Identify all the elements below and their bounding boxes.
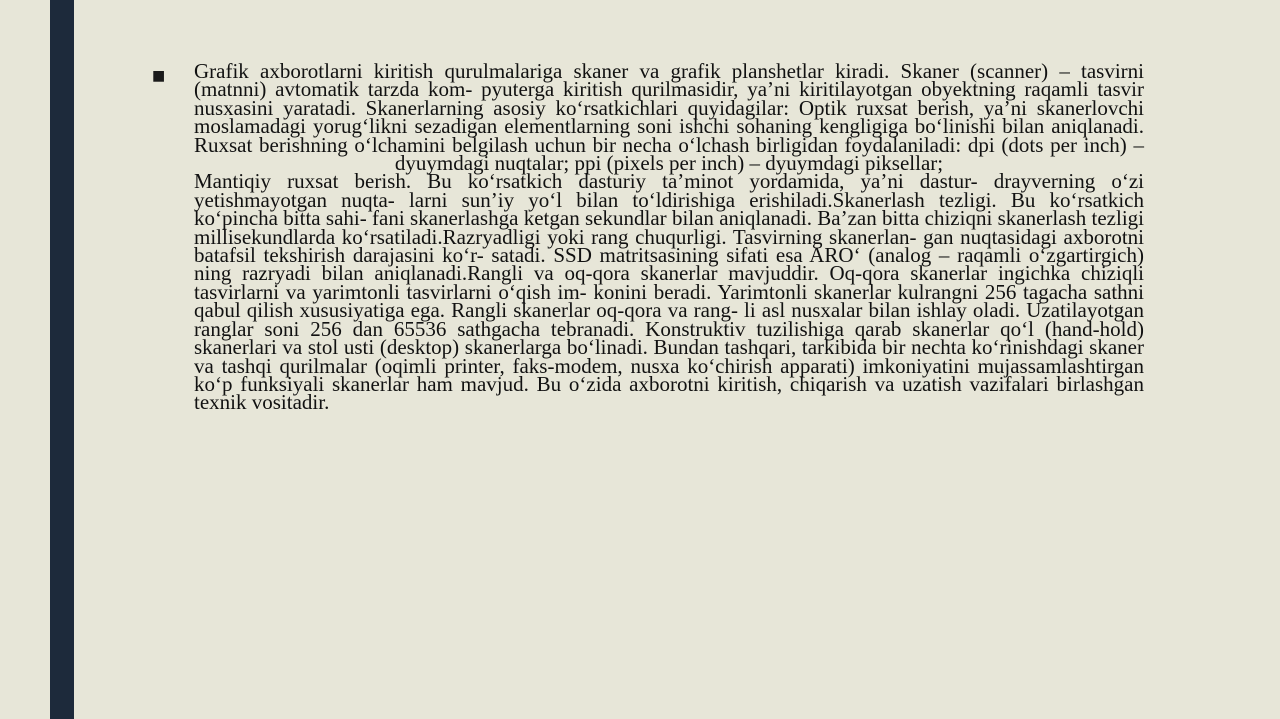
body-text bbox=[194, 59, 1144, 415]
side-accent-bar bbox=[50, 0, 74, 719]
paragraph-scanner-intro: Grafik axborotlarni kiritish qurulmalariga skaner va grafik planshetlar kiradi. Skaner (scanner) – tasvirni (matnni) avtomatik tarzda kom- pyuterga kiritish qurilmasidir, ya’ni kiritilayotgan obyektning raqamli tasvir nusxasini yaratadi. Skanerlarning asosiy ko‘rsatkichlari quyidagilar: Optik ruxsat berish, ya’ni skanerlovchi moslamadagi yorug‘likni sezadigan elementlarning soni ishchi sohaning kengligiga bo‘linishi bilan aniqlanadi. Ruxsat berishning o‘lchamini belgilash uchun bir necha o‘lchash birligidan foydalaniladi: dpi (dots per inch) – dyuymdagi nuqtalar; ppi (pixels per inch) – dyuymdagi piksellar; bbox=[194, 59, 1144, 176]
paragraph-scanner-details: Mantiqiy ruxsat berish. Bu ko‘rsatkich dasturiy ta’minot yordamida, ya’ni dastur- drayverning o‘zi yetishmayotgan nuqta- larni sun’iy yo‘l bilan to‘ldirishiga erishiladi.Skanerlash tezligi. Bu ko‘rsatkich ko‘pincha bitta sahi- fani skanerlashga ketgan sekundlar bilan aniqlanadi. Ba’zan bitta chiziqni skanerlash tezligi millisekundlarda ko‘rsatiladi.Razryadligi yoki rang chuqurligi. Tasvirning skanerlan- gan nuqtasidagi axborotni batafsil tekshirish darajasini ko‘r- satadi. SSD matritsasining sifati esa ARO‘ (analog – raqamli o‘zgartirgich) ning razryadi bilan aniqlanadi.Rangli va oq-qora skanerlar mavjuddir. Oq-qora skanerlar ingichka chiziqli tasvirlarni va yarimtonli tasvirlarni o‘qish im- konini beradi. Yarimtonli skanerlar kulrangni 256 tagacha sathni qabul qilish xususiyatiga ega. Rangli skanerlar oq-qora va rang- li asl nusxalar bilan ishlay oladi. Uzatilayotgan ranglar soni 256 dan 65536 sathgacha tebranadi. Konstruktiv tuzilishiga qarab skanerlar qo‘l (hand-hold) skanerlari va stol usti (desktop) skanerlarga bo‘linadi. Bundan tashqari, tarkibida bir nechta ko‘rinishdagi skaner va tashqi qurilmalar (oqimli printer, faks-modem, nusxa ko‘chirish apparati) imkoniyatini mujassamlashtirgan ko‘p funksiyali skanerlar ham mavjud. Bu o‘zida axborotni kiritish, chiqarish va uzatish vazifalari birlashgan texnik vositadir. bbox=[194, 169, 1144, 415]
square-bullet-icon: ■ bbox=[152, 68, 166, 84]
slide-content bbox=[152, 59, 1144, 415]
